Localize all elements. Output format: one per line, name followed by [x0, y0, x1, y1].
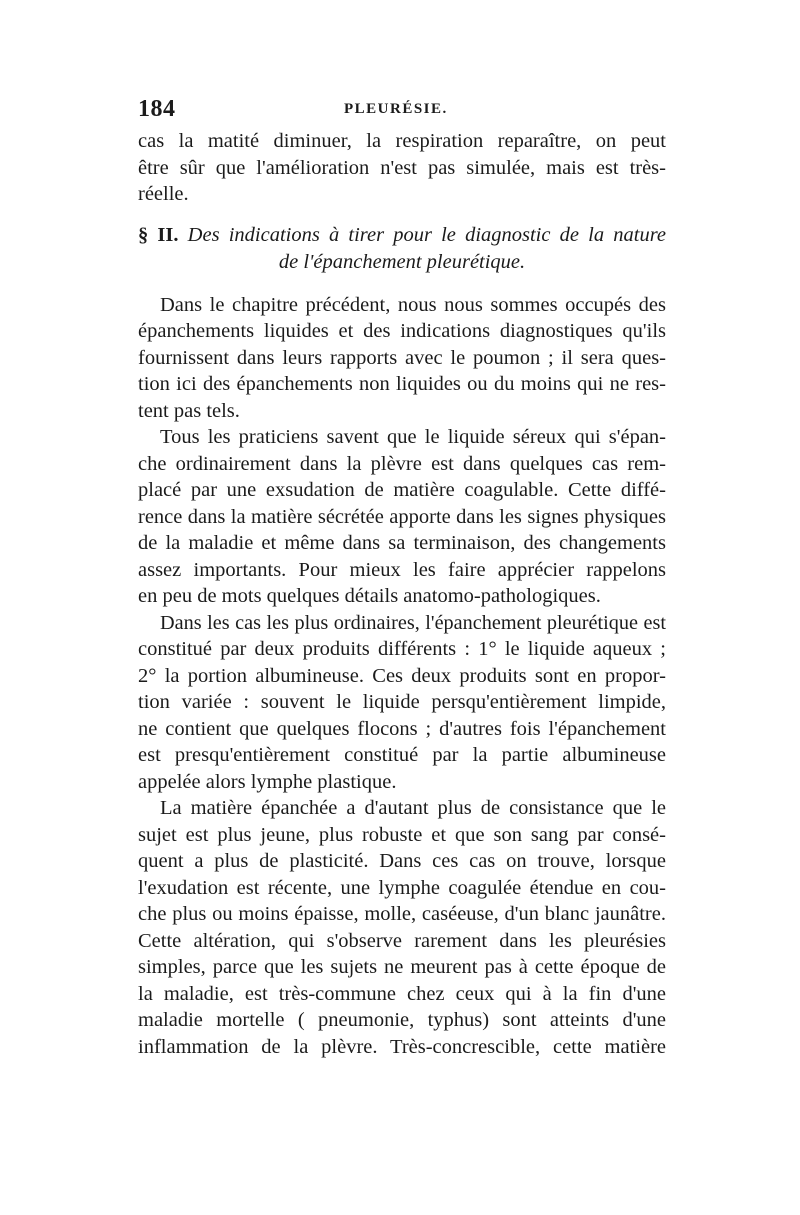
- text-line: assez importants. Pour mieux les faire apprécier rappelons: [138, 558, 666, 581]
- text-line: Cette altération, qui s'observe rarement dans les pleurésies: [138, 929, 666, 952]
- text-line: la maladie, est très-commune chez ceux qui à la fin d'une: [138, 982, 666, 1005]
- paragraph-2: [138, 424, 666, 610]
- text-line: tion variée : souvent le liquide persqu'entièrement limpide,: [138, 691, 666, 713]
- text-line: tent pas tels.: [138, 399, 240, 422]
- text-line: Tous les praticiens savent que le liquide séreux qui s'épan-: [160, 426, 666, 448]
- text-line: réelle.: [138, 183, 189, 205]
- text-line: ne contient que quelques flocons ; d'autres fois l'épanchement: [138, 717, 666, 740]
- running-title: PLEURÉSIE.: [344, 101, 448, 117]
- page-number: 184: [138, 96, 176, 122]
- text-line: sujet est plus jeune, plus robuste et que son sang par consé-: [138, 823, 666, 846]
- section-heading: [138, 222, 666, 276]
- text-line: che plus ou moins épaisse, molle, caséeuse, d'un blanc jaunâtre.: [138, 903, 666, 925]
- text-line: est presqu'entièrement constitué par la partie albumineuse: [138, 744, 666, 766]
- paragraph-1: [138, 292, 666, 425]
- text-line: rence dans la matière sécrétée apporte dans les signes physiques: [138, 505, 666, 528]
- text-line: fournissent dans leurs rapports avec le poumon ; il sera ques-: [138, 346, 666, 369]
- text-line: constitué par deux produits différents : 1° le liquide aqueux ;: [138, 638, 666, 660]
- text-line: épanchements liquides et des indications diagnostiques qu'ils: [138, 320, 666, 342]
- section-mark: § II.: [138, 223, 179, 246]
- text-line: inflammation de la plèvre. Très-concrescible, cette matière: [138, 1035, 666, 1058]
- paragraph-3: [138, 610, 666, 796]
- section-heading-line-1: [138, 222, 666, 249]
- body-text: [138, 128, 666, 1060]
- text-line: appelée alors lymphe plastique.: [138, 770, 397, 793]
- text-line: placé par une exsudation de matière coagulable. Cette diffé-: [138, 479, 666, 501]
- text-line: Dans les cas les plus ordinaires, l'épanchement pleurétique est: [160, 611, 666, 634]
- text-line: che ordinairement dans la plèvre est dans quelques cas rem-: [138, 452, 666, 475]
- text-line: tion ici des épanchements non liquides ou du moins qui ne res-: [138, 373, 666, 395]
- text-line: maladie mortelle ( pneumonie, typhus) sont atteints d'une: [138, 1009, 666, 1031]
- text-line: être sûr que l'amélioration n'est pas simulée, mais est très-: [138, 156, 666, 179]
- text-line: Dans le chapitre précédent, nous nous sommes occupés des: [160, 293, 666, 316]
- section-title-part-2: de l'épanchement pleurétique.: [278, 250, 526, 273]
- text-line: La matière épanchée a d'autant plus de consistance que le: [160, 797, 666, 819]
- text-line: de la maladie et même dans sa terminaison, des changements: [138, 532, 666, 554]
- running-head: [138, 96, 666, 126]
- text-line: quent a plus de plasticité. Dans ces cas on trouve, lorsque: [138, 850, 666, 872]
- text-line: simples, parce que les sujets ne meurent pas à cette époque de: [138, 956, 666, 978]
- text-line: 2° la portion albumineuse. Ces deux produits sont en propor-: [138, 664, 666, 687]
- section-title-part-1: Des indications à tirer pour le diagnostic de la nature: [187, 223, 667, 246]
- text-line: en peu de mots quelques détails anatomo-pathologiques.: [138, 585, 601, 607]
- continuation-paragraph: [138, 128, 666, 208]
- text-line: l'exudation est récente, une lymphe coagulée étendue en cou-: [138, 876, 666, 899]
- text-line: cas la matité diminuer, la respiration reparaître, on peut: [138, 130, 666, 152]
- paragraph-4: [138, 795, 666, 1060]
